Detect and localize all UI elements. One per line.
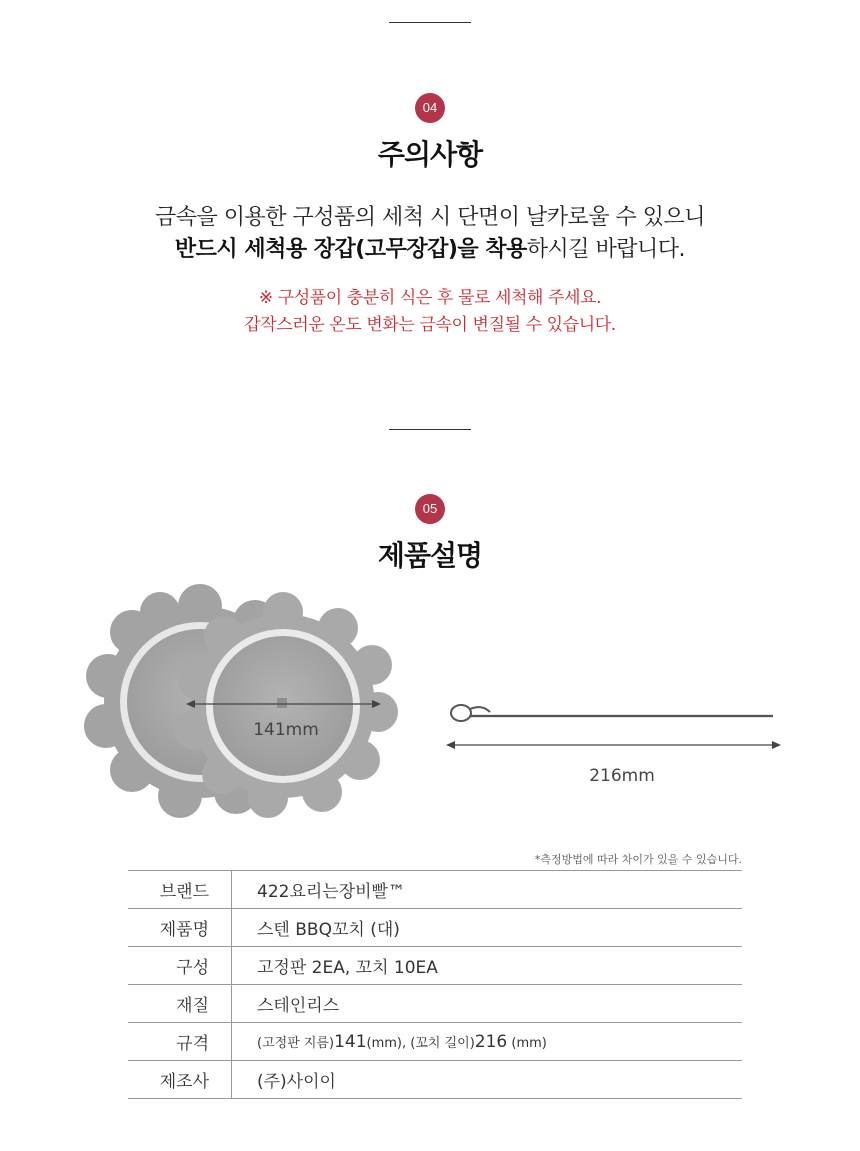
warning-line-2: 갑작스러운 온도 변화는 금속이 변질될 수 있습니다. bbox=[244, 315, 616, 335]
section-title-product: 제품설명 bbox=[377, 539, 483, 572]
table-row bbox=[128, 909, 742, 947]
size-part: 216 bbox=[474, 1031, 508, 1052]
size-part: 141 bbox=[334, 1031, 367, 1052]
spec-value-material: 스테인리스 bbox=[257, 996, 340, 1016]
caution-line-2-rest: 하시길 바랍니다. bbox=[526, 237, 686, 262]
spec-table bbox=[128, 870, 742, 1099]
plate-size-label: 141mm bbox=[253, 720, 319, 740]
spec-value-manufacturer: (주)사이이 bbox=[257, 1072, 336, 1092]
section-number-badge: 05 bbox=[415, 494, 445, 524]
table-row bbox=[128, 985, 742, 1023]
fixing-plate-front bbox=[174, 592, 398, 818]
measurement-note: *측정방법에 따라 차이가 있을 수 있습니다. bbox=[534, 853, 742, 866]
spec-key-size: 규격 bbox=[128, 1023, 232, 1061]
warning-line-1: ※ 구성품이 충분히 식은 후 물로 세척해 주세요. bbox=[258, 288, 602, 308]
size-part: (mm) bbox=[507, 1035, 547, 1051]
caution-line-2-bold: 반드시 세척용 장갑(고무장갑)을 착용 bbox=[174, 237, 527, 262]
table-row bbox=[128, 1061, 742, 1099]
caution-line-1: 금속을 이용한 구성품의 세척 시 단면이 날카로울 수 있으니 bbox=[155, 205, 705, 230]
spec-value-brand: 422요리는장비빨™ bbox=[257, 882, 405, 902]
table-row bbox=[128, 1023, 742, 1061]
skewer-dimension-arrow bbox=[446, 741, 781, 749]
skewer bbox=[451, 705, 773, 721]
size-part: (고정판 지름) bbox=[257, 1035, 335, 1051]
spec-value-product-name: 스텐 BBQ꼬치 (대) bbox=[257, 920, 400, 940]
spec-key-composition: 구성 bbox=[128, 947, 232, 985]
table-row bbox=[128, 871, 742, 909]
spec-key-manufacturer: 제조사 bbox=[128, 1061, 232, 1099]
spec-key-product-name: 제품명 bbox=[128, 909, 232, 947]
table-row bbox=[128, 947, 742, 985]
spec-key-brand: 브랜드 bbox=[128, 871, 232, 909]
section-number-badge: 04 bbox=[415, 93, 445, 123]
skewer-length-label: 216mm bbox=[589, 766, 655, 786]
size-part: (mm), (꼬치 길이) bbox=[366, 1035, 475, 1051]
section-title-caution: 주의사항 bbox=[377, 138, 483, 171]
spec-value-size bbox=[232, 1023, 743, 1061]
spec-key-material: 재질 bbox=[128, 985, 232, 1023]
spec-value-composition: 고정판 2EA, 꼬치 10EA bbox=[257, 958, 438, 978]
